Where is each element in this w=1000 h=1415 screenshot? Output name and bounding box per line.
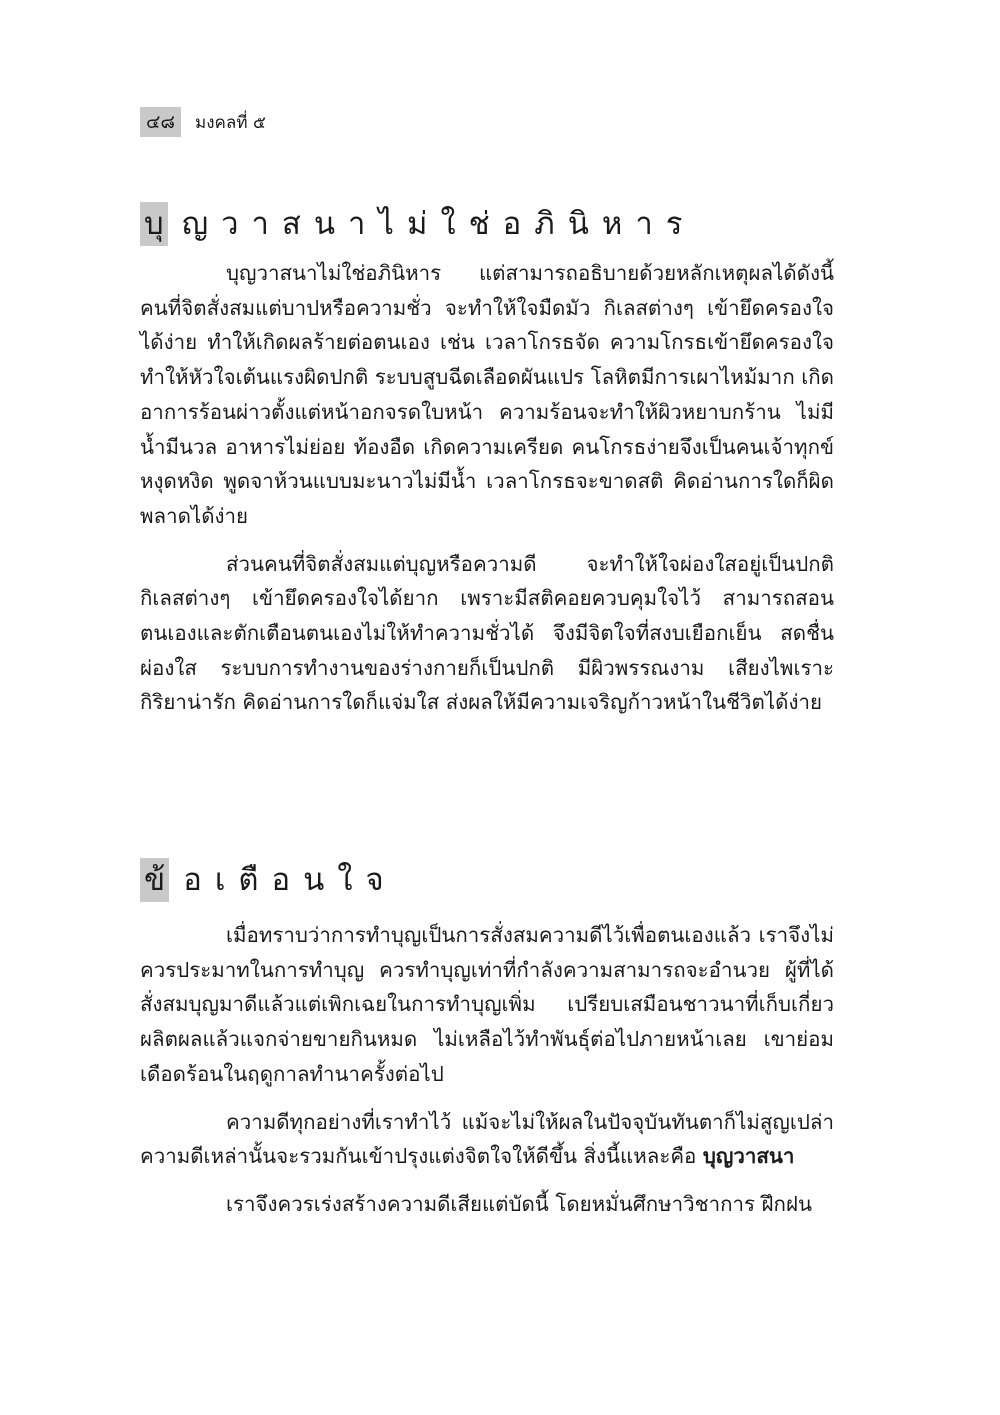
- running-title: มงคลที่ ๕: [195, 112, 266, 133]
- section-heading-initial: บุ: [140, 202, 168, 246]
- section-heading-text: อเตือนใจ: [183, 862, 397, 898]
- paragraph: [140, 1105, 834, 1174]
- section-body: [140, 918, 834, 1222]
- paragraph: เราจึงควรเร่งสร้างความดีเสียแต่บัดนี้ โดยหมั่นศึกษาวิชาการ ฝึกฝน: [226, 1191, 812, 1216]
- section-body: [140, 256, 834, 720]
- paragraph: ส่วนคนที่จิตสั่งสมแต่บุญหรือความดี จะทำให้ใจผ่องใสอยู่เป็นปกติ กิเลสต่างๆ เข้ายึดครองใจได้ยาก เพราะมีสติคอยควบคุมใจไว้ สามารถสอนตนเองและตักเตือนตนเองไม่ให้ทำความชั่วได้ จึงมีจิตใจที่สงบเยือกเย็น สดชื่นผ่องใส ระบบการทำงานของร่างกายก็เป็นปกติ มีผิวพรรณงาม เสียงไพเราะ กิริยาน่ารัก คิดอ่านการใดก็แจ่มใส ส่งผลให้มีความเจริญก้าวหน้าในชีวิตได้ง่าย: [140, 551, 834, 715]
- paragraph: เมื่อทราบว่าการทำบุญเป็นการสั่งสมความดีไว้เพื่อตนเองแล้ว เราจึงไม่ควรประมาทในการทำบุญ ควรทำบุญเท่าที่กำลังความสามารถจะอำนวย ผู้ที่ได้สั่งสมบุญมาดีแล้วแต่เพิกเฉยในการทำบุญเพิ่ม เปรียบเสมือนชาวนาที่เก็บเกี่ยวผลิตผลแล้วแจกจ่ายขายกินหมด ไม่เหลือไว้ทำพันธุ์ต่อไปภายหน้าเลย เขาย่อมเดือดร้อนในฤดูกาลทำนาครั้งต่อไป: [140, 923, 834, 1086]
- emphasis-term: บุญวาสนา: [702, 1144, 795, 1169]
- paragraph: บุญวาสนาไม่ใช่อภินิหาร แต่สามารถอธิบายด้วยหลักเหตุผลได้ดังนี้ คนที่จิตสั่งสมแต่บาปหรือความชั่ว จะทำให้ใจมืดมัว กิเลสต่างๆ เข้ายึดครองใจได้ง่าย ทำให้เกิดผลร้ายต่อตนเอง เช่น เวลาโกรธจัด ความโกรธเข้ายึดครองใจ ทำให้หัวใจเต้นแรงผิดปกติ ระบบสูบฉีดเลือดผันแปร โลหิตมีการเผาไหม้มาก เกิดอาการร้อนผ่าวตั้งแต่หน้าอกจรดใบหน้า ความร้อนจะทำให้ผิวหยาบกร้าน ไม่มีน้ำมีนวล อาหารไม่ย่อย ท้องอืด เกิดความเครียด คนโกรธง่ายจึงเป็นคนเจ้าทุกข์ หงุดหงิด พูดจาห้วนแบบมะนาวไม่มีน้ำ เวลาโกรธจะขาดสติ คิดอ่านการใดก็ผิดพลาดได้ง่าย: [140, 261, 834, 528]
- section-heading: [140, 202, 695, 246]
- paragraph-text: ความดีทุกอย่างที่เราทำไว้ แม้จะไม่ให้ผลในปัจจุบันทันตาก็ไม่สูญเปล่า ความดีเหล่านั้นจะรวมกันเข้าปรุงแต่งจิตใจให้ดีขึ้น สิ่งนี้แหละคือ: [140, 1109, 834, 1169]
- section-heading-text: ญวาสนาไม่ใช่อภินิหาร: [181, 206, 696, 242]
- page-number: ๔๘: [140, 107, 181, 137]
- section-heading: [140, 858, 397, 902]
- page-header: [140, 106, 266, 138]
- section-heading-initial: ข้: [140, 858, 169, 902]
